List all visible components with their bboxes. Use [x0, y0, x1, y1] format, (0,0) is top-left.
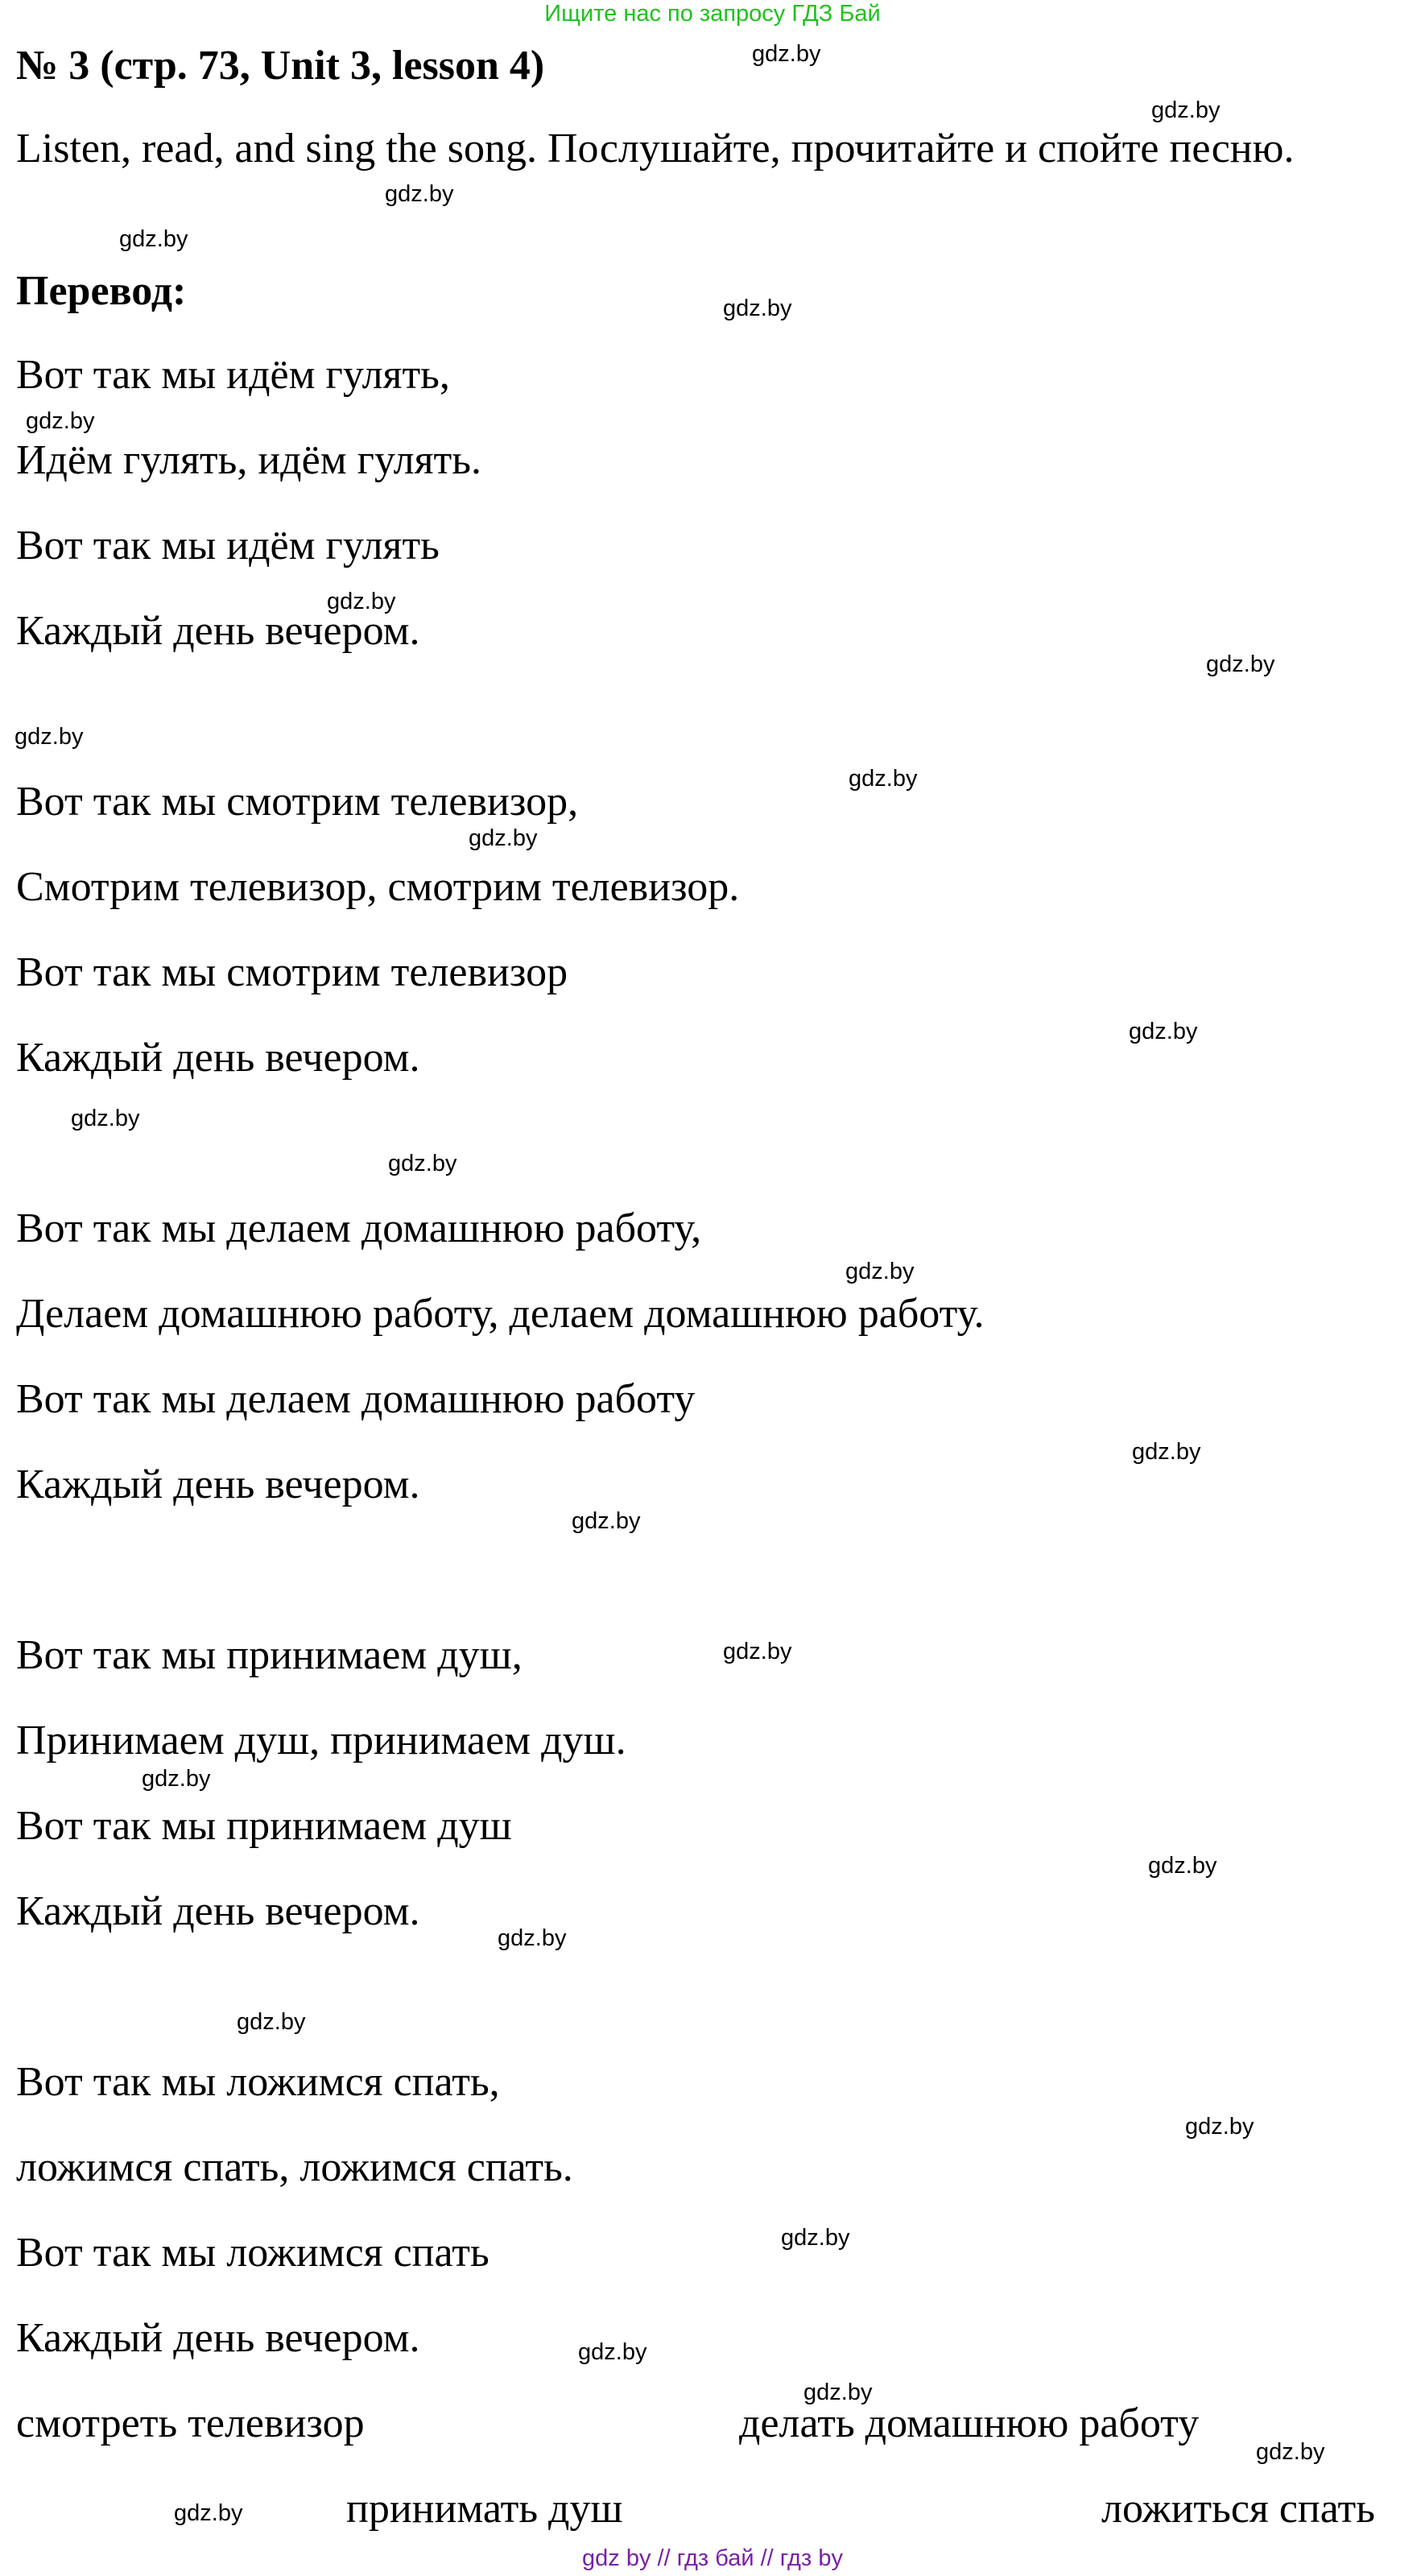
- watermark: gdz.by: [1148, 1853, 1217, 1879]
- song-line: Вот так мы идём гулять: [16, 523, 440, 569]
- song-line: Принимаем душ, принимаем душ.: [16, 1718, 626, 1764]
- watermark: gdz.by: [1185, 2114, 1254, 2140]
- song-line: Вот так мы принимаем душ,: [16, 1632, 522, 1678]
- watermark: gdz.by: [327, 589, 396, 614]
- song-line: Смотрим телевизор, смотрим телевизор.: [16, 864, 740, 910]
- watermark: gdz.by: [237, 2009, 306, 2035]
- song-line: Делаем домашнюю работу, делаем домашнюю работу.: [16, 1291, 985, 1337]
- watermark: gdz.by: [723, 1639, 792, 1664]
- watermark: gdz.by: [26, 408, 95, 434]
- song-line: Каждый день вечером.: [16, 1462, 420, 1507]
- exercise-instruction: Listen, read, and sing the song. Послушайте, прочитайте и спойте песню.: [16, 126, 1295, 172]
- song-line: ложимся спать, ложимся спать.: [16, 2144, 573, 2190]
- watermark: gdz.by: [174, 2500, 243, 2526]
- watermark: gdz.by: [1206, 651, 1275, 677]
- exercise-title: № 3 (стр. 73, Unit 3, lesson 4): [16, 43, 545, 89]
- watermark: gdz.by: [803, 2380, 873, 2405]
- watermark: gdz.by: [142, 1766, 211, 1792]
- translation-heading: Перевод:: [16, 268, 187, 314]
- vocab-word: ложиться спать: [1101, 2486, 1375, 2532]
- song-line: Вот так мы делаем домашнюю работу,: [16, 1205, 702, 1251]
- watermark: gdz.by: [119, 226, 188, 252]
- watermark: gdz.by: [849, 766, 918, 792]
- watermark: gdz.by: [572, 1508, 641, 1534]
- vocab-word: делать домашнюю работу: [739, 2400, 1200, 2446]
- watermark: gdz.by: [1132, 1439, 1201, 1465]
- song-line: Вот так мы принимаем душ: [16, 1803, 512, 1849]
- watermark: gdz.by: [498, 1925, 567, 1951]
- watermark: gdz.by: [71, 1106, 140, 1131]
- footer-watermark: gdz by // гдз бай // гдз by: [582, 2545, 843, 2571]
- song-line: Вот так мы идём гулять,: [16, 352, 450, 398]
- vocab-word: принимать душ: [346, 2486, 623, 2532]
- song-line: Каждый день вечером.: [16, 1035, 420, 1081]
- watermark: gdz.by: [752, 41, 821, 67]
- watermark: gdz.by: [845, 1259, 915, 1284]
- vocab-word: смотреть телевизор: [16, 2400, 365, 2446]
- song-line: Идём гулять, идём гулять.: [16, 437, 481, 483]
- watermark: gdz.by: [578, 2339, 647, 2365]
- song-line: Вот так мы смотрим телевизор,: [16, 779, 579, 825]
- song-line: Каждый день вечером.: [16, 2315, 420, 2361]
- watermark: gdz.by: [385, 181, 454, 207]
- song-line: Вот так мы смотрим телевизор: [16, 949, 568, 995]
- watermark: gdz.by: [469, 825, 538, 851]
- song-line: Вот так мы ложимся спать: [16, 2230, 489, 2276]
- song-line: Вот так мы делаем домашнюю работу: [16, 1376, 696, 1422]
- song-line: Вот так мы ложимся спать,: [16, 2059, 500, 2105]
- song-line: Каждый день вечером.: [16, 608, 420, 654]
- watermark: gdz.by: [14, 724, 84, 750]
- watermark: gdz.by: [1256, 2439, 1325, 2465]
- watermark: gdz.by: [781, 2225, 850, 2251]
- watermark: gdz.by: [1151, 97, 1221, 123]
- song-line: Каждый день вечером.: [16, 1888, 420, 1934]
- watermark: gdz.by: [388, 1151, 457, 1176]
- top-banner: Ищите нас по запросу ГДЗ Бай: [544, 1, 881, 27]
- watermark: gdz.by: [723, 296, 792, 321]
- watermark: gdz.by: [1129, 1019, 1198, 1044]
